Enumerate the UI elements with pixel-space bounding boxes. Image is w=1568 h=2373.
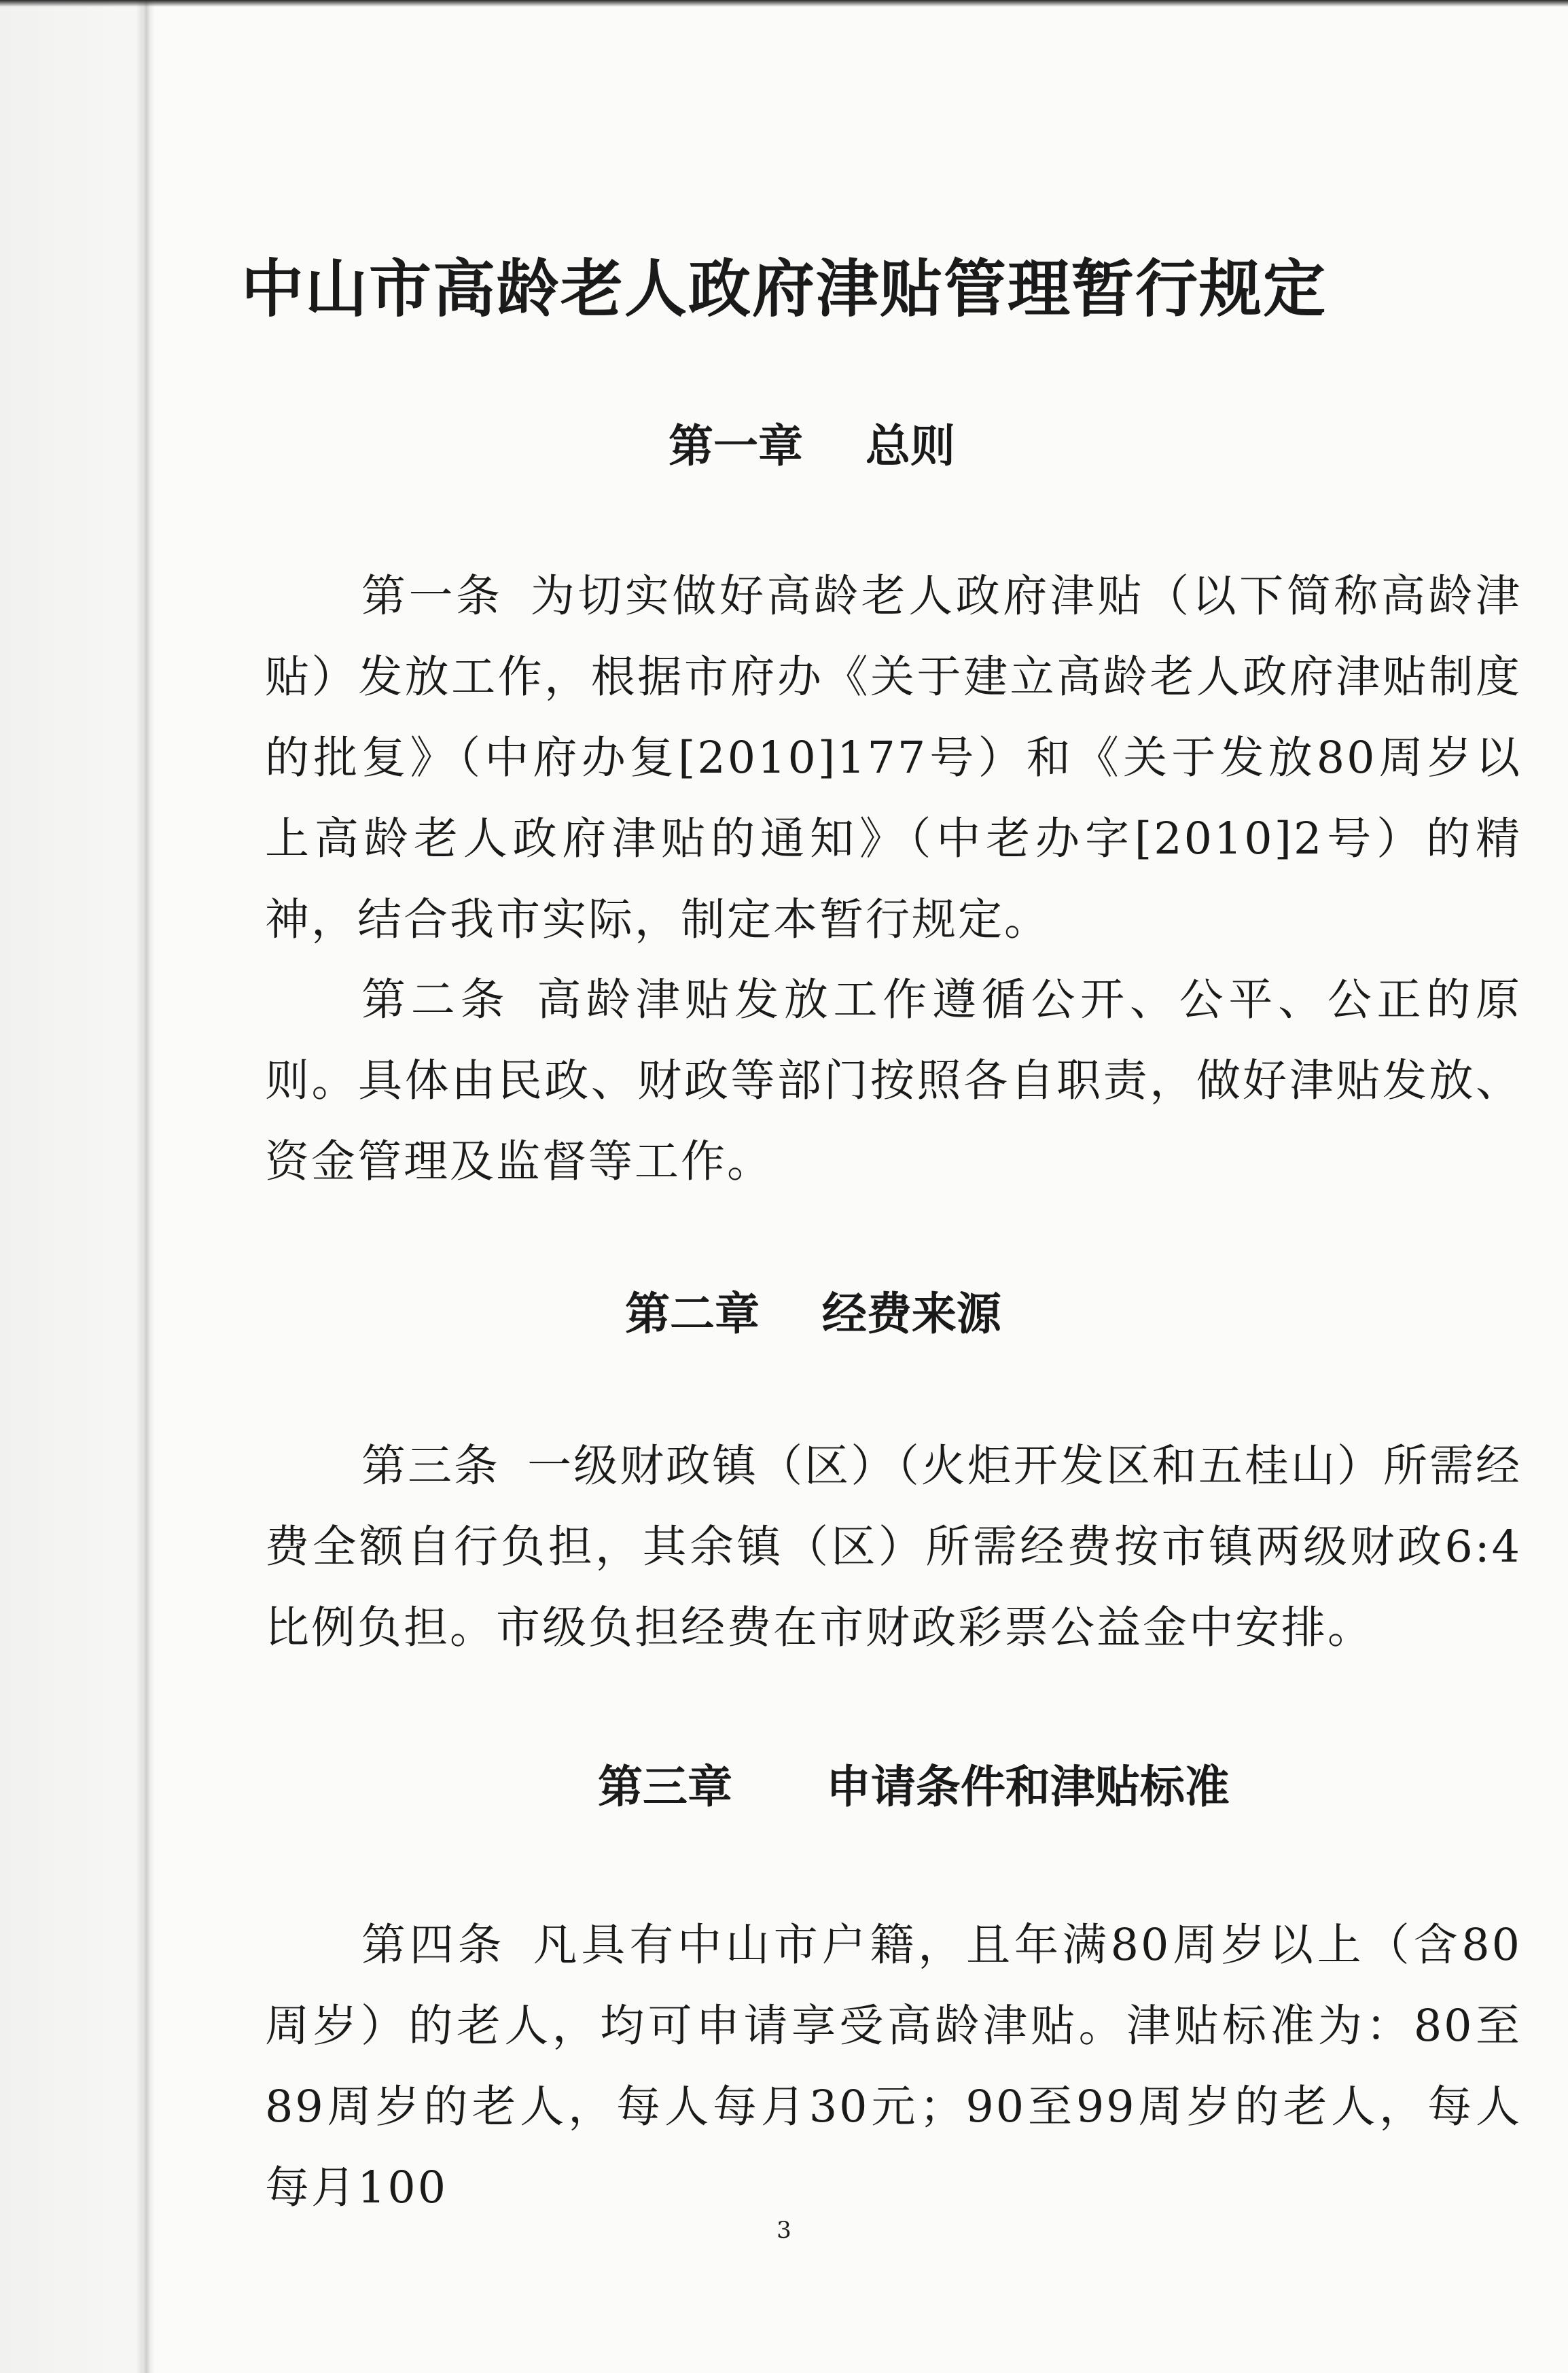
chapter-3-heading: 第三章 申请条件和津贴标准 (598, 1760, 1230, 1813)
article-3-number: 第三条 (361, 1441, 501, 1492)
article-1-text: 为切实做好高龄老人政府津贴（以下简称高龄津贴）发放工作，根据市府办《关于建立高龄老人政府津贴制度的批复》（中府办复[2010]177号）和《关于发放80周岁以上高龄老人政府津贴的通知》（中老办字[2010]2号）的精神，结合我市实际，制定本暂行规定。 (265, 571, 1522, 945)
chapter-1-heading: 第一章 总则 (669, 419, 955, 472)
chapter-2-heading: 第二章 经费来源 (625, 1287, 1001, 1340)
scan-left-margin (0, 0, 143, 2373)
article-3 (265, 1426, 1522, 1668)
document-title: 中山市高龄老人政府津贴管理暂行规定 (240, 252, 1327, 326)
article-4 (265, 1905, 1522, 2228)
article-1-number: 第一条 (361, 571, 503, 622)
article-3-text: 一级财政镇（区）（火炬开发区和五桂山）所需经费全额自行负担，其余镇（区）所需经费按市镇两级财政6:4比例负担。市级负担经费在市财政彩票公益金中安排。 (265, 1441, 1522, 1653)
binding-gutter-shadow (136, 0, 155, 2373)
article-2-number: 第二条 (361, 974, 510, 1025)
article-4-text: 凡具有中山市户籍，且年满80周岁以上（含80周岁）的老人，均可申请享受高龄津贴。津贴标准为：80至89周岁的老人，每人每月30元；90至99周岁的老人，每人每月100 (265, 1920, 1522, 2213)
article-4-number: 第四条 (361, 1920, 506, 1971)
article-1 (265, 556, 1522, 960)
article-2-text: 高龄津贴发放工作遵循公开、公平、公正的原则。具体由民政、财政等部门按照各自职责，做好津贴发放、资金管理及监督等工作。 (265, 974, 1522, 1187)
article-2 (265, 960, 1522, 1202)
scan-top-edge (0, 0, 1568, 7)
page-number: 3 (777, 2217, 791, 2244)
